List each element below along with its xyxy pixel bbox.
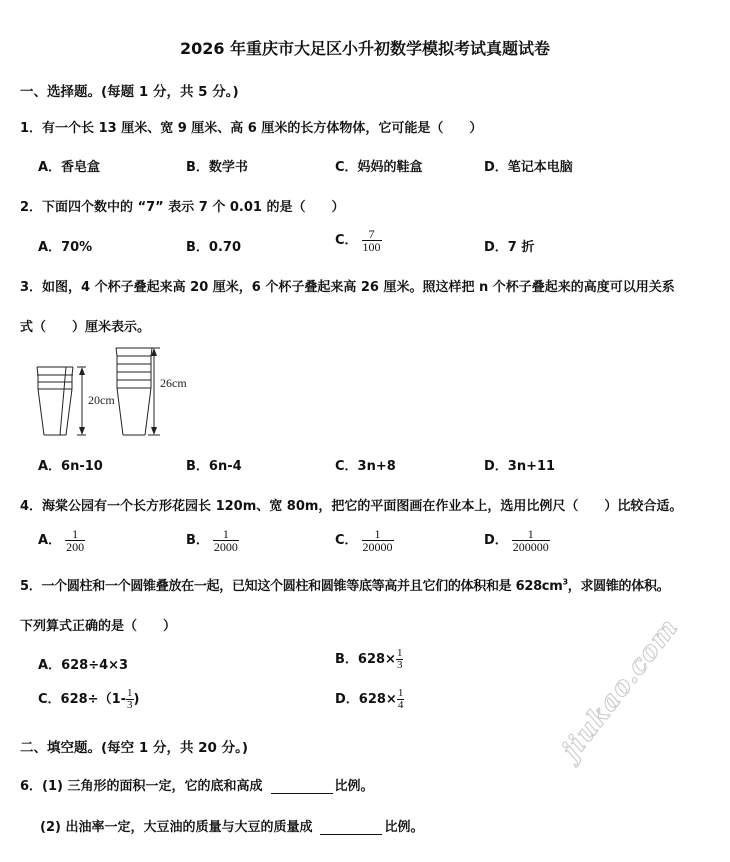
option-label: C． [335,533,358,548]
figure-label-26cm: 26cm [160,376,187,390]
q3-option-a[interactable]: A．6n-10 [38,459,103,474]
q1-option-c[interactable]: C．妈妈的鞋盒 [335,160,423,175]
question-3-stem-line1: 3．如图，4 个杯子叠起来高 20 厘米，6 个杯子叠起来高 26 厘米。照这样把 n 个杯子叠起来的高度可以用关系 [20,280,675,295]
option-label: D． [484,240,508,255]
option-label: B． [186,533,209,548]
q3-option-d[interactable]: D．3n+11 [484,459,556,474]
question-6-part-1: 6．(1) 三角形的面积一定，它的底和高成 比例。 [20,779,374,794]
q1-option-a[interactable]: A．香皂盒 [38,160,101,175]
q2-option-a[interactable] [38,236,92,255]
option-label: B． [186,240,209,255]
q1-option-b[interactable]: B．数学书 [186,160,248,175]
fraction: $\frac{1}{2000}$ [213,527,238,554]
question-5-stem-line1: 5．一个圆柱和一个圆锥叠放在一起，已知这个圆柱和圆锥等底等高并且它们的体积和是 $628cm^3$，求圆锥的体积。 [20,577,670,594]
section-heading-fill-blank: 二、填空题。(每空 1 分，共 20 分。) [20,740,249,756]
option-text: 628÷（1- [60,692,127,707]
option-text: 7 折 [507,240,535,255]
q4-option-b[interactable] [186,528,239,553]
page-title: 2026 年重庆市大足区小升初数学模拟考试真题试卷 [179,39,551,58]
q4-option-c[interactable] [335,528,394,553]
option-label: B． [335,652,358,667]
option-text: 628× [358,692,397,707]
q4-option-a[interactable] [38,528,85,553]
q5-option-c[interactable]: C．628÷（1- $\frac{1}{3}$ ) [38,687,140,711]
option-label: A． [38,658,62,673]
option-label: C． [335,233,358,248]
cup-stack-figure [30,345,200,440]
watermark: jiukao.com [556,612,685,765]
q2-option-c[interactable] [335,228,382,253]
fraction: $\frac{1}{20000}$ [362,527,393,554]
q2-option-d[interactable] [484,236,534,255]
fraction: $\frac{7}{100}$ [362,227,381,254]
q3-option-c[interactable]: C．3n+8 [335,459,396,474]
section-heading-choice: 一、选择题。(每题 1 分，共 5 分。) [20,84,239,100]
q1-option-d[interactable]: D．笔记本电脑 [484,160,573,175]
fraction: $\frac{1}{3}$ [127,687,133,711]
option-label: D． [484,533,508,548]
q5-option-b[interactable] [335,648,403,671]
option-text: 70% [61,240,93,255]
answer-blank[interactable] [320,821,382,835]
figure-label-20cm: 20cm [88,393,115,407]
q5-option-d[interactable] [335,688,404,711]
question-6-part-2: (2) 出油率一定，大豆油的质量与大豆的质量成 比例。 [40,820,424,835]
option-label: D． [335,692,359,707]
question-4-stem: 4．海棠公园有一个长方形花园长 120m、宽 80m，把它的平面图画在作业本上，选用比例尺（ ）比较合适。 [20,499,683,514]
question-1-stem: 1．有一个长 13 厘米、宽 9 厘米、高 6 厘米的长方体物体，它可能是（ ） [20,121,483,136]
question-5-stem-line2: 下列算式正确的是（ ） [20,619,177,634]
answer-blank[interactable] [271,780,333,794]
option-text: 628× [357,652,396,667]
q3-option-b[interactable]: B．6n-4 [186,459,242,474]
fraction: $\frac{1}{200}$ [66,527,85,554]
option-text: 0.70 [208,240,241,255]
fraction: $\frac{1}{3}$ [396,647,403,671]
option-label: C． [38,692,61,707]
question-2-stem: 2．下面四个数中的 “7” 表示 7 个 0.01 的是（ ） [20,200,345,215]
q5-option-a[interactable] [38,654,128,673]
fraction: $\frac{1}{200000}$ [512,527,549,554]
option-text: 628÷4×3 [61,658,129,673]
option-label: A． [38,533,62,548]
q4-option-d[interactable] [484,528,550,553]
superscript: 3 [562,577,568,587]
option-label: A． [38,240,62,255]
fraction: $\frac{1}{4}$ [397,687,404,711]
question-3-stem-line2: 式（ ）厘米表示。 [20,320,151,335]
q2-option-b[interactable] [186,236,241,255]
